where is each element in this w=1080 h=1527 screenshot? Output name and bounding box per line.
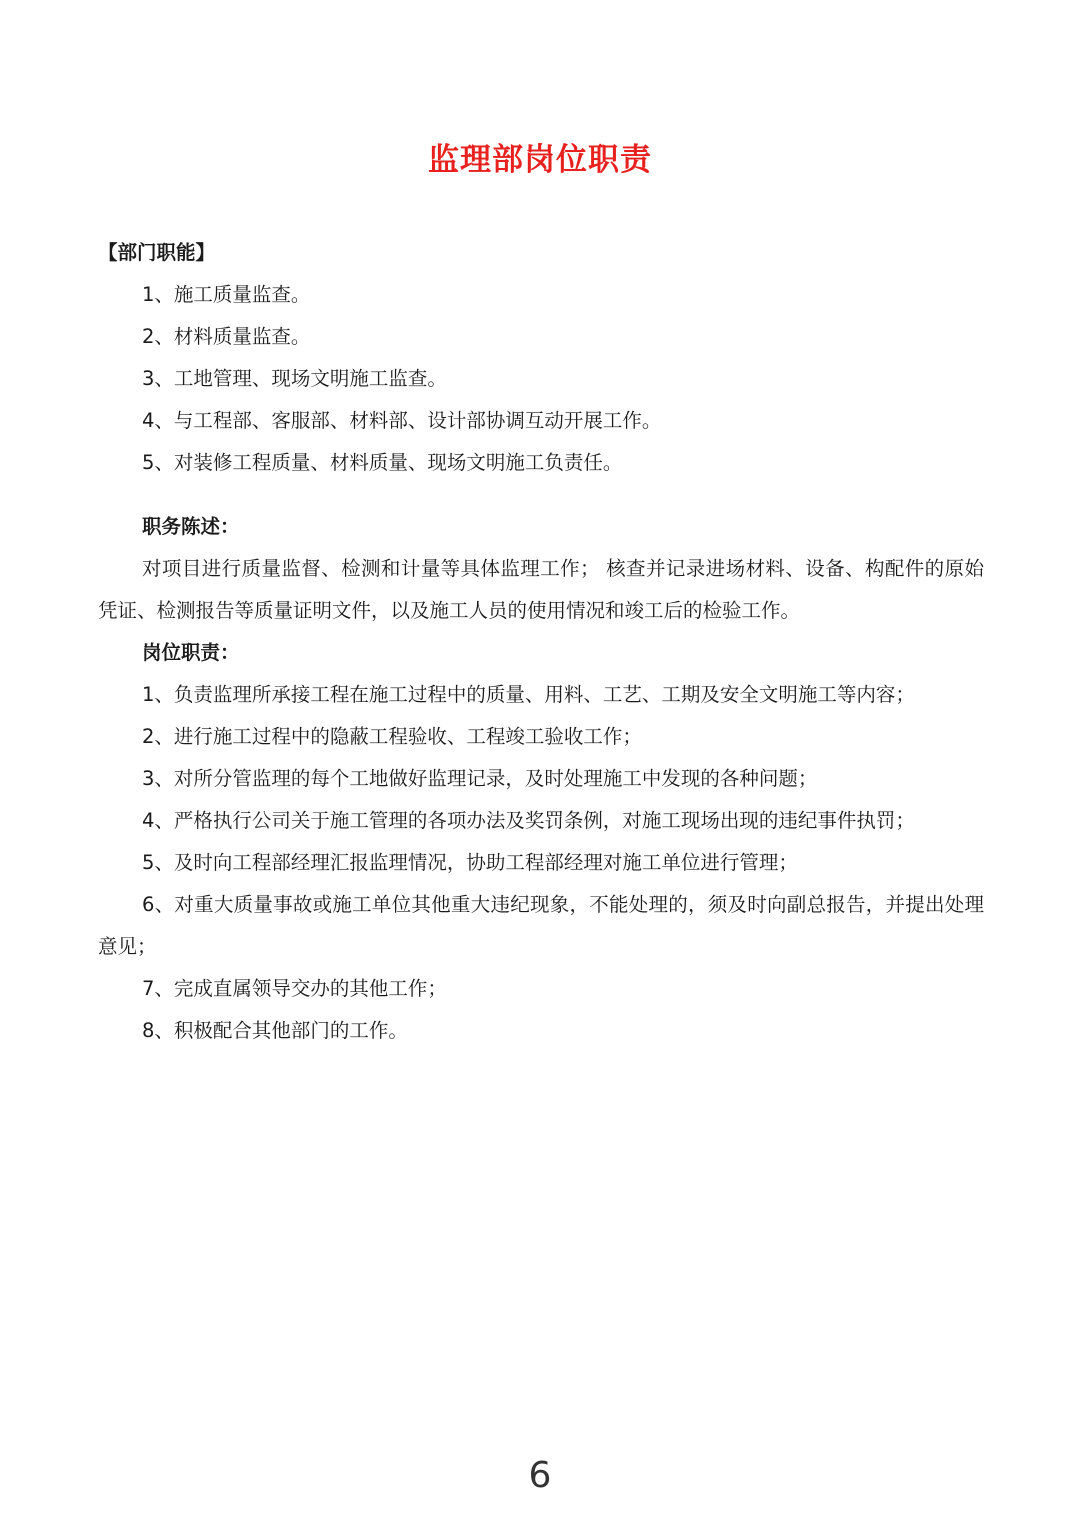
function-item: 2、材料质量监查。 [142,325,311,348]
function-item: 3、工地管理、现场文明施工监查。 [142,367,447,390]
duty-item: 7、完成直属领导交办的其他工作； [142,977,447,1000]
page-number: 6 [528,1455,552,1496]
page-title: 监理部岗位职责 [428,142,652,178]
duty-item: 5、及时向工程部经理汇报监理情况，协助工程部经理对施工单位进行管理； [142,851,798,874]
functions-heading: 【部门职能】 [98,241,216,264]
duty-item: 1、负责监理所承接工程在施工过程中的质量、用料、工艺、工期及安全文明施工等内容； [142,683,915,706]
duty-item: 6、对重大质量事故或施工单位其他重大违纪现象，不能处理的，须及时向副总报告，并提出处理意见； [98,893,984,958]
function-item: 4、与工程部、客服部、材料部、设计部协调互动开展工作。 [142,409,662,432]
function-item: 1、施工质量监查。 [142,283,311,306]
duty-item: 3、对所分管监理的每个工地做好监理记录，及时处理施工中发现的各种问题； [142,767,818,790]
duties-heading: 岗位职责： [142,641,240,664]
duty-item: 4、严格执行公司关于施工管理的各项办法及奖罚条例，对施工现场出现的违纪事件执罚； [142,809,915,832]
section-spacer [98,484,984,506]
duty-item: 2、进行施工过程中的隐蔽工程验收、工程竣工验收工作； [142,725,642,748]
duty-item: 8、积极配合其他部门的工作。 [142,1019,408,1042]
description-paragraph: 对项目进行质量监督、检测和计量等具体监理工作； 核查并记录进场材料、设备、构配件的原始凭证、检测报告等质量证明文件，以及施工人员的使用情况和竣工后的检验工作。 [98,557,984,622]
document-body [98,232,984,1052]
function-item: 5、对装修工程质量、材料质量、现场文明施工负责任。 [142,451,623,474]
description-heading: 职务陈述： [142,515,240,538]
